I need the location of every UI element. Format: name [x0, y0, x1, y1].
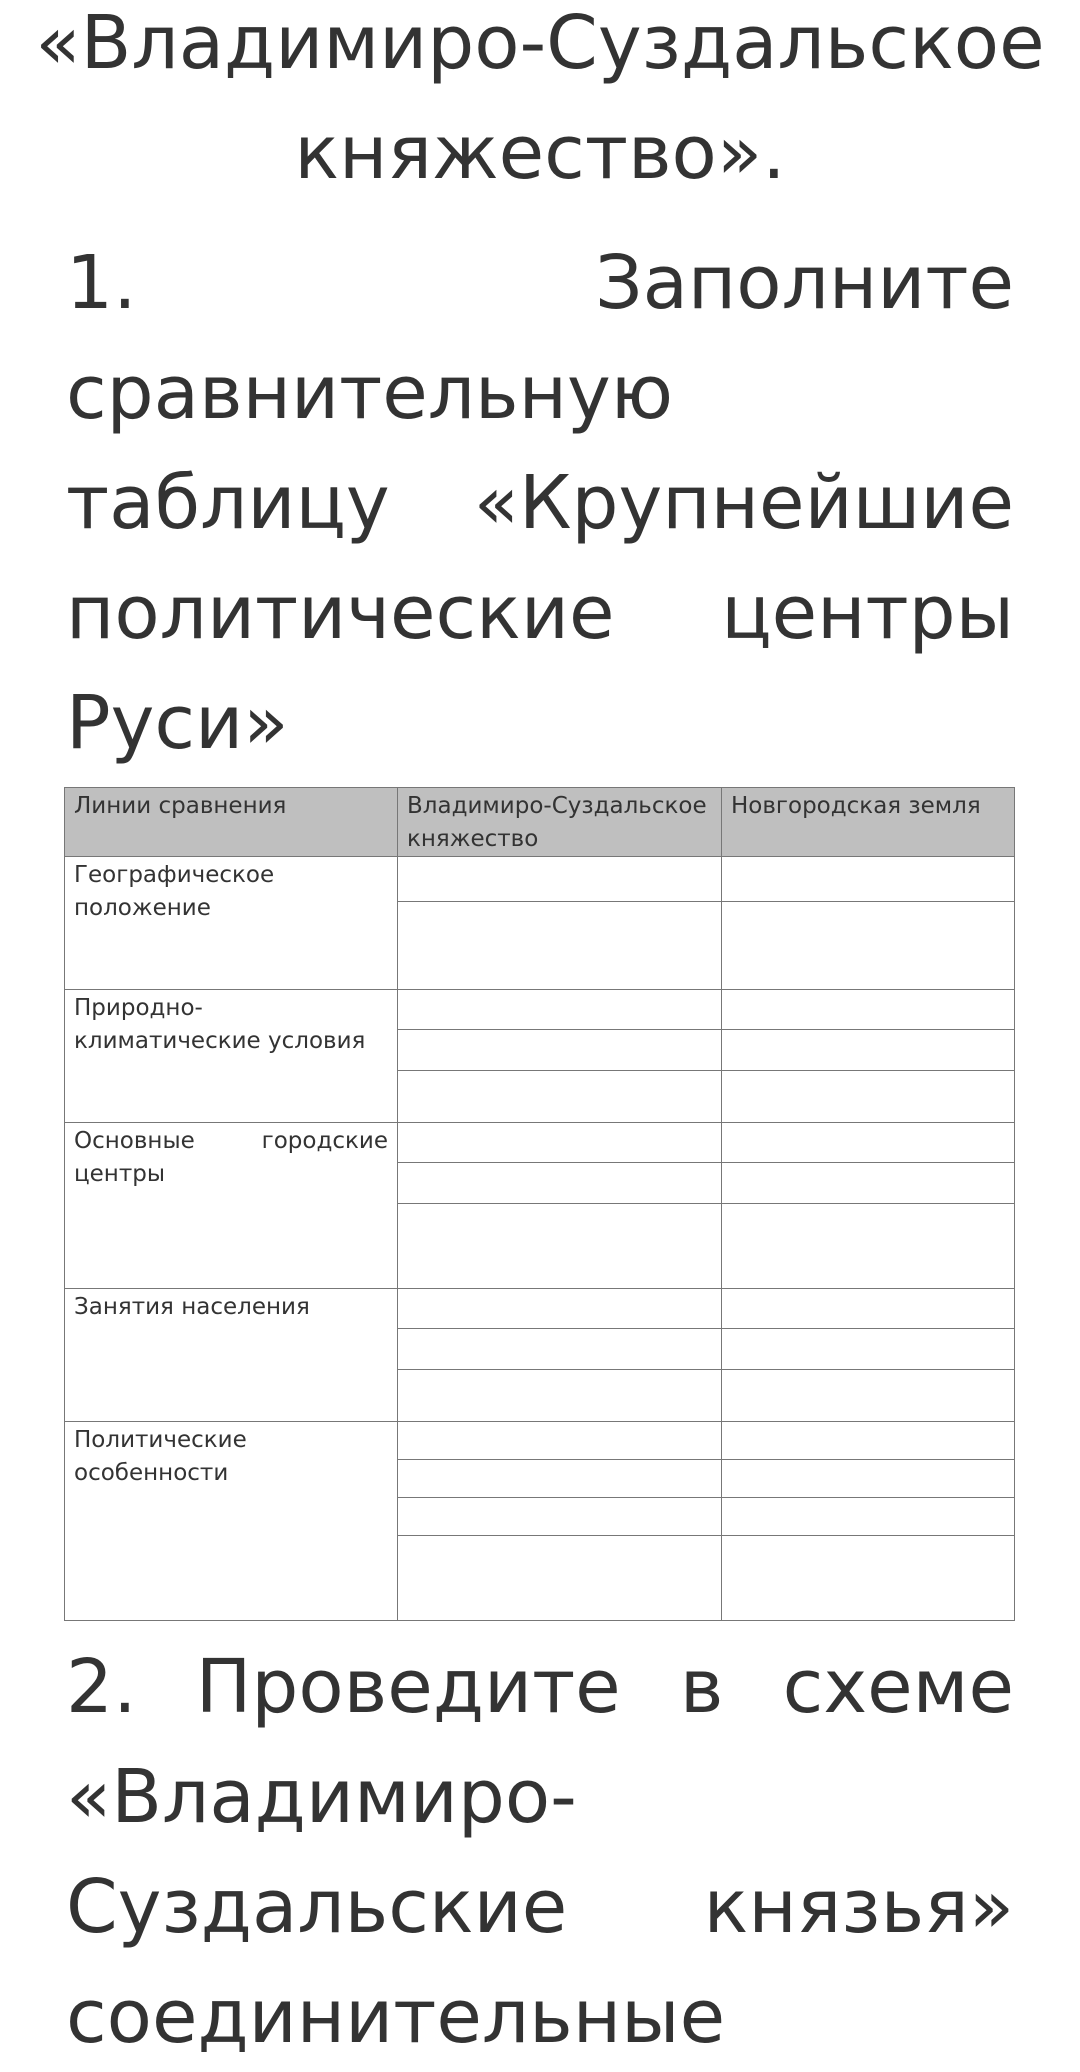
- table-cell[interactable]: [398, 1123, 722, 1163]
- table-cell[interactable]: [722, 1422, 1015, 1460]
- row-label-politics: Политические особенности: [65, 1422, 398, 1621]
- table-cell[interactable]: [722, 1536, 1015, 1621]
- table-cell[interactable]: [722, 1071, 1015, 1123]
- table-cell[interactable]: [722, 1123, 1015, 1163]
- title-line-2: княжество».: [294, 110, 786, 196]
- document-title: [0, 0, 1080, 208]
- table-row: [65, 990, 1015, 1030]
- table-cell[interactable]: [398, 1030, 722, 1071]
- header-criteria: Линии сравнения: [65, 788, 398, 857]
- row-label-cities: Основные городские центры: [65, 1123, 398, 1289]
- table-cell[interactable]: [722, 1329, 1015, 1370]
- table-cell[interactable]: [722, 1460, 1015, 1498]
- row-label-climate: Природно-климатические условия: [65, 990, 398, 1123]
- table-cell[interactable]: [722, 1163, 1015, 1204]
- table-cell[interactable]: [398, 902, 722, 990]
- task-1-text: Заполните сравнительную таблицу «Крупнейшие политические центры Руси»: [66, 240, 1014, 766]
- table-cell[interactable]: [398, 1536, 722, 1621]
- table-cell[interactable]: [722, 857, 1015, 902]
- table-cell[interactable]: [398, 1422, 722, 1460]
- row-label-occupation: Занятия населения: [65, 1289, 398, 1422]
- table-cell[interactable]: [722, 1370, 1015, 1422]
- task-1-number: 1.: [66, 240, 137, 326]
- table-cell[interactable]: [398, 1460, 722, 1498]
- row-label-geography: Географическое положение: [65, 857, 398, 990]
- table-cell[interactable]: [398, 1370, 722, 1422]
- table-cell[interactable]: [398, 1071, 722, 1123]
- table-cell[interactable]: [722, 1289, 1015, 1329]
- comparison-table-wrap: [64, 787, 1014, 1619]
- table-row: [65, 1422, 1015, 1460]
- task-2-number: 2.: [66, 1644, 137, 1730]
- table-cell[interactable]: [398, 1329, 722, 1370]
- table-row: [65, 857, 1015, 902]
- table-cell[interactable]: [398, 1289, 722, 1329]
- header-novgorod: Новгородская земля: [722, 788, 1015, 857]
- task-1: [66, 228, 1014, 778]
- table-cell[interactable]: [722, 1030, 1015, 1071]
- task-2: [66, 1632, 1014, 2072]
- table-cell[interactable]: [722, 1498, 1015, 1536]
- table-cell[interactable]: [722, 990, 1015, 1030]
- task-2-text: Проведите в схеме «Владимиро-Суздальские князья» соединительные: [66, 1644, 1014, 2060]
- header-vladimir-suzdal: Владимиро-Суздальское княжество: [398, 788, 722, 857]
- table-cell[interactable]: [398, 857, 722, 902]
- comparison-table: [64, 787, 1015, 1621]
- table-cell[interactable]: [398, 1163, 722, 1204]
- table-row: [65, 1289, 1015, 1329]
- table-cell[interactable]: [722, 1204, 1015, 1289]
- table-header-row: [65, 788, 1015, 857]
- table-cell[interactable]: [398, 990, 722, 1030]
- table-cell[interactable]: [398, 1204, 722, 1289]
- title-line-1: «Владимиро-Суздальское: [35, 0, 1045, 86]
- table-cell[interactable]: [722, 902, 1015, 990]
- table-cell[interactable]: [398, 1498, 722, 1536]
- table-row: [65, 1123, 1015, 1163]
